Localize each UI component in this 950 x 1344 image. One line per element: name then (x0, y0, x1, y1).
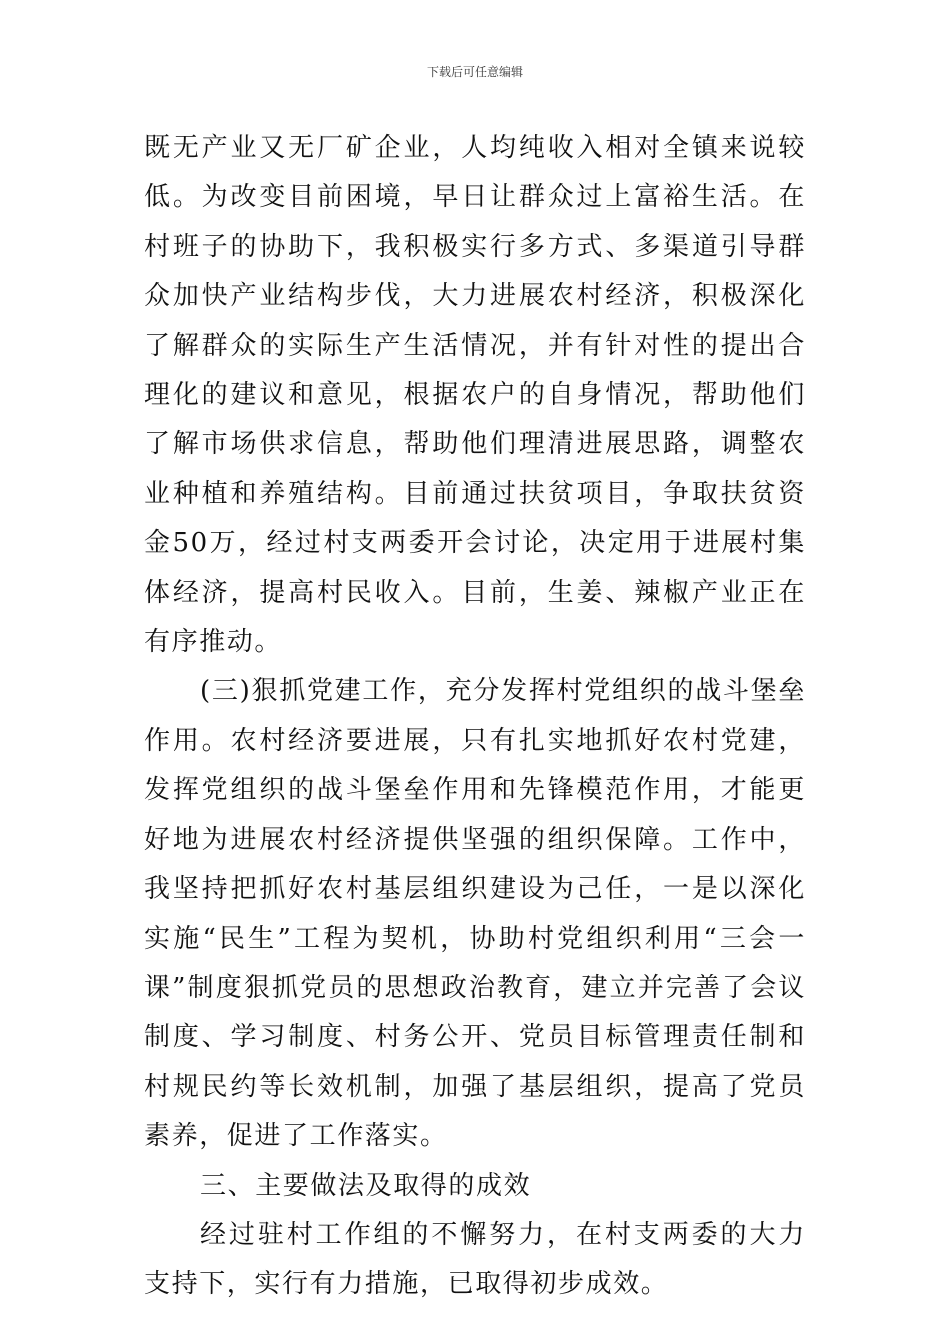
body-paragraph-section-3: (三)狠抓党建工作，充分发挥村党组织的战斗堡垒作用。农村经济要进展，只有扎实地抓好农村党建，发挥党组织的战斗堡垒作用和先锋模范作用，才能更好地为进展农村经济提供坚强的组织保障。工作中，我坚持把抓好农村基层组织建设为己任，一是以深化实施“民生”工程为契机，协助村党组织利用“三会一课”制度狠抓党员的思想政治教育，建立并完善了会议制度、学习制度、村务公开、党员目标管理责任制和村规民约等长效机制，加强了基层组织，提高了党员素养，促进了工作落实。 (144, 676, 806, 1152)
body-paragraph: 既无产业又无厂矿企业，人均纯收入相对全镇来说较低。为改变目前困境，早日让群众过上富裕生活。在村班子的协助下，我积极实行多方式、多渠道引导群众加快产业结构步伐，大力进展农村经济，积极深化了解群众的实际生产生活情况，并有针对性的提出合理化的建议和意见，根据农户的自身情况，帮助他们了解市场供求信息，帮助他们理清进展思路，调整农业种植和养殖结构。目前通过扶贫项目，争取扶贫资金50万，经过村支两委开会讨论，决定用于进展村集体经济，提高村民收入。目前，生姜、辣椒产业正在有序推动。 (144, 133, 806, 658)
body-paragraph: 经过驻村工作组的不懈努力，在村支两委的大力支持下，实行有力措施，已取得初步成效。 (144, 1219, 806, 1300)
document-body (144, 124, 806, 1310)
section-heading: 三、主要做法及取得的成效 (200, 1170, 532, 1201)
page-header-note: 下载后可任意编辑 (426, 65, 523, 79)
